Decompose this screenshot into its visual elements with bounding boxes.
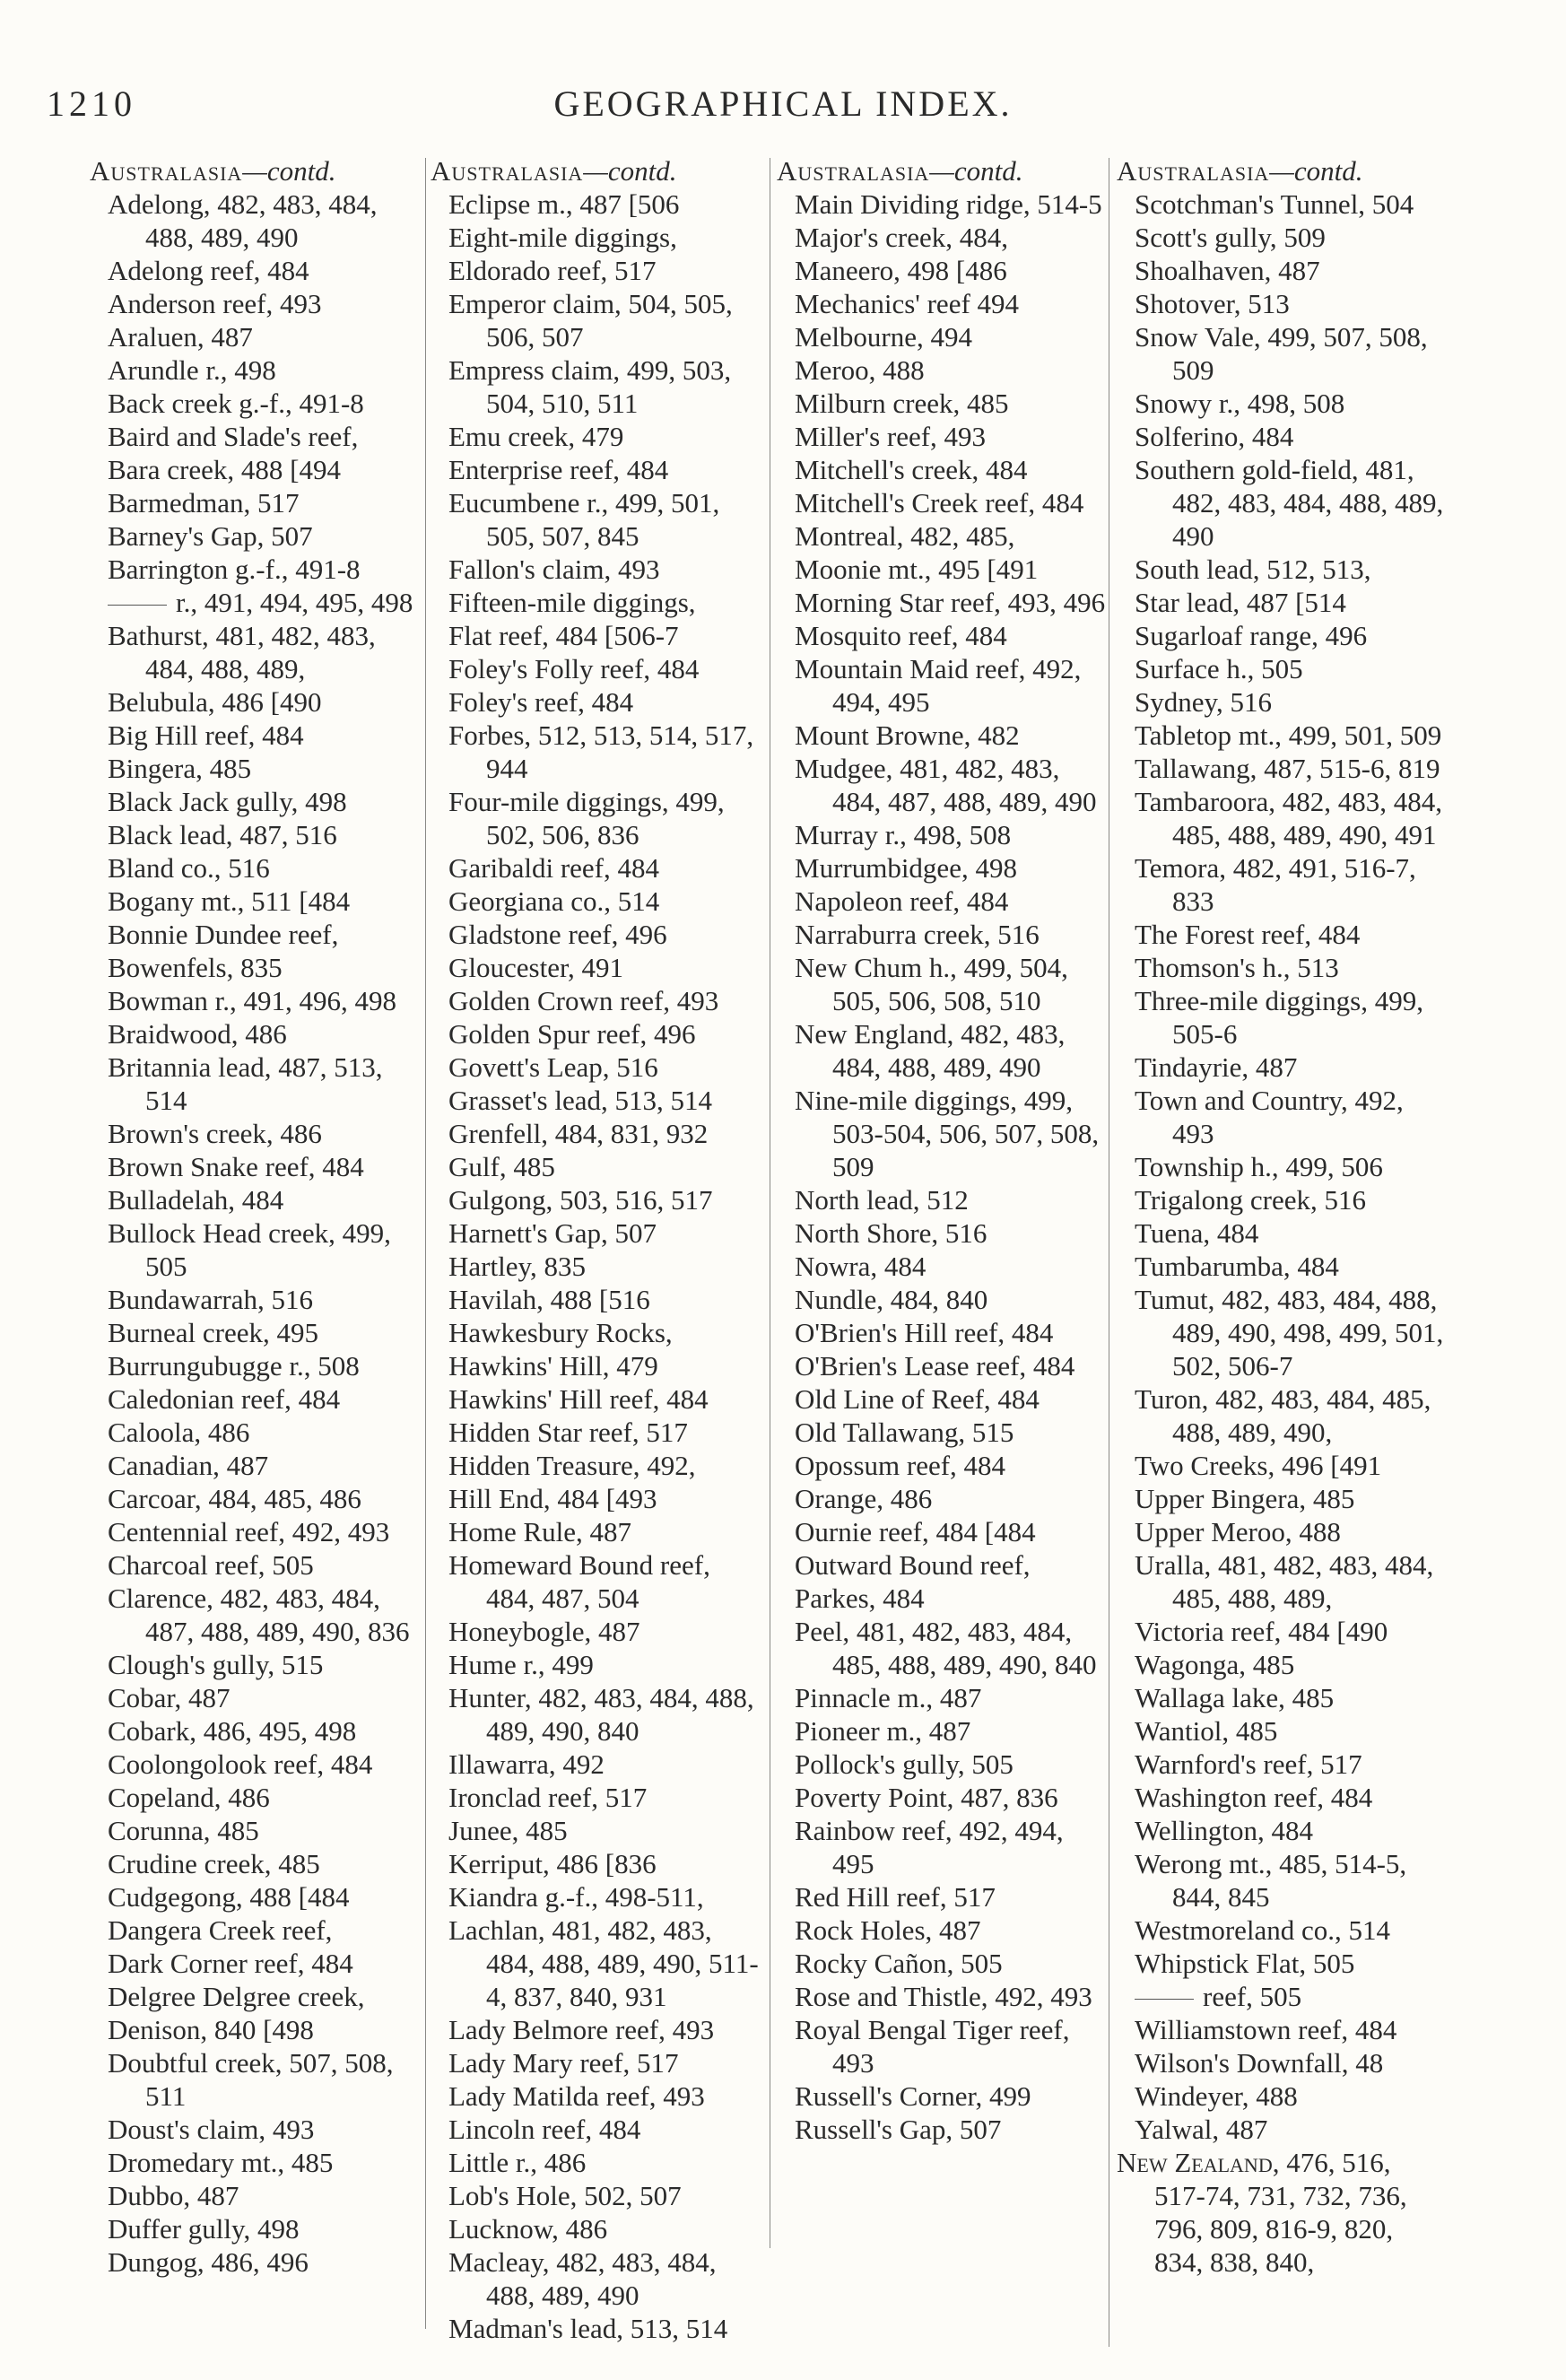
index-entry: Hawkins' Hill, 479 [448, 1350, 658, 1382]
index-entry: Snowy r., 498, 508 [1135, 388, 1345, 419]
index-entry: Crudine creek, 485 [108, 1848, 320, 1879]
index-entry: Dark Corner reef, 484 [108, 1948, 353, 1979]
index-entry: Bulladelah, 484 [108, 1184, 284, 1216]
index-entry: Black Jack gully, 498 [108, 786, 347, 817]
index-entry: Main Dividing ridge, 514-5 [795, 188, 1102, 220]
index-entry: Tambaroora, 482, 483, 484, 485, 488, 489, 490, 491 [1135, 786, 1443, 850]
index-entry: Whipstick Flat, 505 [1135, 1948, 1355, 1979]
index-entry: Township h., 499, 506 [1135, 1151, 1383, 1182]
index-entry: Sugarloaf range, 496 [1135, 620, 1368, 651]
index-entry: Red Hill reef, 517 [795, 1881, 996, 1913]
index-entry: Rainbow reef, 492, 494, 495 [795, 1815, 1064, 1879]
index-entry: Mosquito reef, 484 [795, 620, 1007, 651]
index-entry: Back creek g.-f., 491-8 [108, 388, 364, 419]
index-entry: Morning Star reef, 493, 496 [795, 587, 1106, 618]
index-entry: Opossum reef, 484 [795, 1450, 1006, 1481]
index-entry: Snow Vale, 499, 507, 508, 509 [1135, 321, 1428, 386]
index-entry: Three-mile diggings, 499, 505-6 [1135, 985, 1423, 1050]
index-entry: Shotover, 513 [1135, 288, 1290, 319]
index-entry: Pioneer m., 487 [795, 1715, 971, 1747]
index-entry: Black lead, 487, 516 [108, 819, 337, 850]
index-entry: Moonie mt., 495 [491 [795, 554, 1039, 585]
index-entry: Outward Bound reef, [795, 1549, 1031, 1581]
index-entry: Duffer gully, 498 [108, 2213, 300, 2245]
index-entry: Gulf, 485 [448, 1151, 555, 1182]
index-entry: Eclipse m., 487 [506 [448, 188, 680, 220]
index-entry: Grenfell, 484, 831, 932 [448, 1118, 709, 1149]
index-column-4 [1117, 154, 1444, 2343]
index-entry: Brown Snake reef, 484 [108, 1151, 364, 1182]
index-entry: Junee, 485 [448, 1815, 568, 1846]
index-entry: Thomson's h., 513 [1135, 952, 1339, 983]
index-entry: Russell's Gap, 507 [795, 2114, 1002, 2145]
index-entry: Tindayrie, 487 [1135, 1051, 1298, 1083]
index-entry: Melbourne, 494 [795, 321, 973, 353]
index-entry: Town and Country, 492, 493 [1135, 1085, 1404, 1149]
index-entry: Lady Mary reef, 517 [448, 2047, 679, 2079]
index-entry: Wallaga lake, 485 [1135, 1682, 1335, 1713]
index-entry: Fifteen-mile diggings, [448, 587, 696, 618]
index-entry: Burneal creek, 495 [108, 1317, 318, 1348]
index-entry: Rose and Thistle, 492, 493 [795, 1981, 1092, 2012]
index-entry: Macleay, 482, 483, 484, 488, 489, 490 [448, 2246, 717, 2311]
index-entry: Illawarra, 492 [448, 1748, 605, 1780]
index-entry: Temora, 482, 491, 516-7, 833 [1135, 852, 1416, 917]
index-entry: Old Tallawang, 515 [795, 1417, 1014, 1448]
index-entry: Murray r., 498, 508 [795, 819, 1012, 850]
index-entry: Murrumbidgee, 498 [795, 852, 1017, 884]
index-entry: Lob's Hole, 502, 507 [448, 2180, 682, 2211]
index-entry: Mechanics' reef 494 [795, 288, 1020, 319]
index-entry: Caloola, 486 [108, 1417, 250, 1448]
index-entry: Hunter, 482, 483, 484, 488, 489, 490, 840 [448, 1682, 754, 1747]
index-entry: Brown's creek, 486 [108, 1118, 322, 1149]
heading-region: Australasia [90, 155, 243, 187]
index-entry: Bathurst, 481, 482, 483, 484, 488, 489, [108, 620, 376, 684]
index-entry: Canadian, 487 [108, 1450, 269, 1481]
index-entry: Hill End, 484 [493 [448, 1483, 657, 1514]
column-heading [777, 154, 1107, 187]
index-entry: Southern gold-field, 481, 482, 483, 484, 488, 489, 490 [1135, 454, 1444, 552]
index-entry: Charcoal reef, 505 [108, 1549, 314, 1581]
index-entry: Bowenfels, 835 [108, 952, 283, 983]
heading-contd: —contd. [583, 155, 677, 187]
index-entry: Parkes, 484 [795, 1582, 925, 1614]
index-entry: Foley's reef, 484 [448, 686, 634, 718]
index-entry: Bingera, 485 [108, 753, 252, 784]
index-entry: Star lead, 487 [514 [1135, 587, 1346, 618]
index-entry: Golden Spur reef, 496 [448, 1018, 696, 1050]
index-entry: Corunna, 485 [108, 1815, 259, 1846]
index-entry: Tumut, 482, 483, 484, 488, 489, 490, 498, 499, 501, 502, 506-7 [1135, 1284, 1444, 1382]
index-entry: Tuena, 484 [1135, 1217, 1259, 1249]
heading-region: Australasia [431, 155, 584, 187]
index-entry: O'Brien's Lease reef, 484 [795, 1350, 1075, 1382]
index-entry: Georgiana co., 514 [448, 885, 660, 917]
index-entry: Copeland, 486 [108, 1782, 270, 1813]
index-entry: Denison, 840 [498 [108, 2014, 314, 2045]
index-entry: Gloucester, 491 [448, 952, 624, 983]
index-entry: Pinnacle m., 487 [795, 1682, 982, 1713]
index-entry: Clough's gully, 515 [108, 1649, 324, 1680]
index-entry: Anderson reef, 493 [108, 288, 322, 319]
index-entry: Yalwal, 487 [1135, 2114, 1268, 2145]
index-entry: Empress claim, 499, 503, 504, 510, 511 [448, 354, 732, 419]
index-entry: Poverty Point, 487, 836 [795, 1782, 1058, 1813]
index-entry: Russell's Corner, 499 [795, 2080, 1031, 2112]
page-number: 1210 [47, 83, 136, 124]
index-entry: Hawkins' Hill reef, 484 [448, 1383, 709, 1415]
heading-contd: —contd. [1269, 155, 1363, 187]
page-header [0, 83, 1566, 136]
page-title: GEOGRAPHICAL INDEX. [553, 83, 1013, 124]
index-column-1 [90, 154, 417, 2343]
index-entry: Centennial reef, 492, 493 [108, 1516, 390, 1547]
index-entry: Four-mile diggings, 499, 502, 506, 836 [448, 786, 725, 850]
index-entry: Victoria reef, 484 [490 [1135, 1616, 1388, 1647]
index-entry: Govett's Leap, 516 [448, 1051, 658, 1083]
index-entry: Peel, 481, 482, 483, 484, 485, 488, 489, 490, 840 [795, 1616, 1097, 1680]
column-heading [1117, 154, 1444, 187]
index-entry: Mudgee, 481, 482, 483, 484, 487, 488, 489, 490 [795, 753, 1097, 817]
index-entry: Flat reef, 484 [506-7 [448, 620, 679, 651]
index-entry: Lady Matilda reef, 493 [448, 2080, 705, 2112]
column-heading [431, 154, 762, 187]
index-entry: Clarence, 482, 483, 484, 487, 488, 489, 490, 836 [108, 1582, 410, 1647]
index-entry: Cudgegong, 488 [484 [108, 1881, 350, 1913]
index-entry: Hume r., 499 [448, 1649, 594, 1680]
index-entry: Honeybogle, 487 [448, 1616, 640, 1647]
column-divider [425, 158, 426, 2329]
index-entry: Homeward Bound reef, 484, 487, 504 [448, 1549, 710, 1614]
index-entry: Westmoreland co., 514 [1135, 1914, 1391, 1946]
index-entry: Surface h., 505 [1135, 653, 1303, 684]
index-entry: Hidden Star reef, 517 [448, 1417, 688, 1448]
index-entry: Shoalhaven, 487 [1135, 255, 1320, 286]
heading-region: Australasia [777, 155, 930, 187]
index-entry: The Forest reef, 484 [1135, 919, 1361, 950]
index-entry: Mitchell's Creek reef, 484 [795, 487, 1084, 519]
index-entry: Dungog, 486, 496 [108, 2246, 309, 2278]
index-entry: Wantiol, 485 [1135, 1715, 1278, 1747]
index-entry: Trigalong creek, 516 [1135, 1184, 1367, 1216]
index-entry: Mountain Maid reef, 492, 494, 495 [795, 653, 1082, 718]
index-entry: Bland co., 516 [108, 852, 270, 884]
index-entry: North lead, 512 [795, 1184, 969, 1216]
index-entry: Nowra, 484 [795, 1251, 927, 1282]
index-entry: Gladstone reef, 496 [448, 919, 667, 950]
index-entry: Madman's lead, 513, 514 [448, 2313, 728, 2344]
index-entry: New Chum h., 499, 504, 505, 506, 508, 510 [795, 952, 1068, 1016]
index-entry: Montreal, 482, 485, [795, 520, 1015, 552]
index-entry: Rock Holes, 487 [795, 1914, 981, 1946]
index-entry: Williamstown reef, 484 [1135, 2014, 1397, 2045]
index-entry: Dromedary mt., 485 [108, 2147, 334, 2178]
index-entry: Havilah, 488 [516 [448, 1284, 650, 1315]
index-entry: Cobar, 487 [108, 1682, 231, 1713]
index-entry: Milburn creek, 485 [795, 388, 1009, 419]
index-entry: Upper Meroo, 488 [1135, 1516, 1341, 1547]
index-entry: Sydney, 516 [1135, 686, 1272, 718]
index-entry: Napoleon reef, 484 [795, 885, 1009, 917]
index-column-3 [777, 154, 1107, 2343]
index-entry: Royal Bengal Tiger reef, 493 [795, 2014, 1070, 2079]
index-entry: Dubbo, 487 [108, 2180, 239, 2211]
index-entry: Emu creek, 479 [448, 421, 624, 452]
index-entry: Enterprise reef, 484 [448, 454, 669, 485]
index-entry: Tumbarumba, 484 [1135, 1251, 1339, 1282]
index-entry: Doust's claim, 493 [108, 2114, 315, 2145]
index-entry: Lady Belmore reef, 493 [448, 2014, 715, 2045]
column-heading [90, 154, 417, 187]
index-entry: Cobark, 486, 495, 498 [108, 1715, 357, 1747]
index-entry: Turon, 482, 483, 484, 485, 488, 489, 490, [1135, 1383, 1431, 1448]
index-entry: North Shore, 516 [795, 1217, 987, 1249]
index-columns [0, 154, 1566, 2361]
index-entry: Home Rule, 487 [448, 1516, 632, 1547]
index-entry: Wilson's Downfall, 48 [1135, 2047, 1384, 2079]
index-entry: Braidwood, 486 [108, 1018, 287, 1050]
index-entry: Eldorado reef, 517 [448, 255, 657, 286]
index-entry: South lead, 512, 513, [1135, 554, 1371, 585]
index-entry: Solferino, 484 [1135, 421, 1294, 452]
index-entry: Scotchman's Tunnel, 504 [1135, 188, 1414, 220]
index-entry: Kerriput, 486 [836 [448, 1848, 657, 1879]
index-entry: Bonnie Dundee reef, [108, 919, 339, 950]
index-entry: Maneero, 498 [486 [795, 255, 1007, 286]
index-entry: Scott's gully, 509 [1135, 222, 1326, 253]
index-entry: Coolongolook reef, 484 [108, 1748, 373, 1780]
index-entry: r., 491, 494, 495, 498 [90, 586, 417, 619]
index-entry: Big Hill reef, 484 [108, 719, 304, 751]
index-entry: Barmedman, 517 [108, 487, 300, 519]
index-entry: Bundawarrah, 516 [108, 1284, 313, 1315]
index-entry: Rocky Cañon, 505 [795, 1948, 1003, 1979]
index-entry: Two Creeks, 496 [491 [1135, 1450, 1382, 1481]
index-entry: Harnett's Gap, 507 [448, 1217, 657, 1249]
index-entry: Burrungubugge r., 508 [108, 1350, 360, 1382]
index-entry: Eucumbene r., 499, 501, 505, 507, 845 [448, 487, 720, 552]
heading-contd: —contd. [242, 155, 336, 187]
index-entry: Golden Crown reef, 493 [448, 985, 719, 1016]
index-column-2 [431, 154, 762, 2343]
index-entry: Pollock's gully, 505 [795, 1748, 1014, 1780]
index-entry: Ironclad reef, 517 [448, 1782, 648, 1813]
index-entry: Warnford's reef, 517 [1135, 1748, 1362, 1780]
index-entry: Eight-mile diggings, [448, 222, 677, 253]
index-entry: Tabletop mt., 499, 501, 509 [1135, 719, 1442, 751]
index-entry: Araluen, 487 [108, 321, 253, 353]
index-entry: Hawkesbury Rocks, [448, 1317, 673, 1348]
index-entry: Upper Bingera, 485 [1135, 1483, 1355, 1514]
index-entry: Mount Browne, 482 [795, 719, 1020, 751]
index-entry: Narraburra creek, 516 [795, 919, 1040, 950]
index-entry: Little r., 486 [448, 2147, 587, 2178]
index-entry: Belubula, 486 [490 [108, 686, 322, 718]
index-entry: Washington reef, 484 [1135, 1782, 1373, 1813]
index-entry: New England, 482, 483, 484, 488, 489, 490 [795, 1018, 1066, 1083]
index-entry: Britannia lead, 487, 513, 514 [108, 1051, 383, 1116]
index-entry: Mitchell's creek, 484 [795, 454, 1028, 485]
index-entry: Nine-mile diggings, 499, 503-504, 506, 507, 508, 509 [795, 1085, 1100, 1182]
index-entry: New Zealand, 476, 516, 517-74, 731, 732, 736, 796, 809, 816-9, 820, 834, 838, 840, [1117, 2147, 1407, 2278]
index-entry: reef, 505 [1117, 1980, 1444, 2013]
index-entry: Barney's Gap, 507 [108, 520, 313, 552]
index-entry: Foley's Folly reef, 484 [448, 653, 700, 684]
heading-contd: —contd. [929, 155, 1023, 187]
index-entry: Caledonian reef, 484 [108, 1383, 341, 1415]
index-entry: Wellington, 484 [1135, 1815, 1313, 1846]
index-entry: Lucknow, 486 [448, 2213, 608, 2245]
index-entry: Miller's reef, 493 [795, 421, 987, 452]
index-entry: Garibaldi reef, 484 [448, 852, 659, 884]
index-entry: Grasset's lead, 513, 514 [448, 1085, 713, 1116]
index-entry: Old Line of Reef, 484 [795, 1383, 1040, 1415]
index-entry: Adelong, 482, 483, 484, 488, 489, 490 [108, 188, 378, 253]
index-entry: Ournie reef, 484 [484 [795, 1516, 1036, 1547]
index-entry: Bowman r., 491, 496, 498 [108, 985, 397, 1016]
index-entry: Arundle r., 498 [108, 354, 276, 386]
index-entry: Barrington g.-f., 491-8 [108, 554, 361, 585]
index-entry: Orange, 486 [795, 1483, 933, 1514]
index-entry: Bullock Head creek, 499, 505 [108, 1217, 391, 1282]
index-entry: Fallon's claim, 493 [448, 554, 660, 585]
index-entry: Carcoar, 484, 485, 486 [108, 1483, 361, 1514]
index-entry: Nundle, 484, 840 [795, 1284, 988, 1315]
index-entry: Tallawang, 487, 515-6, 819 [1135, 753, 1440, 784]
index-entry: O'Brien's Hill reef, 484 [795, 1317, 1054, 1348]
index-entry: Uralla, 481, 482, 483, 484, 485, 488, 489, [1135, 1549, 1434, 1614]
index-entry: Werong mt., 485, 514-5, 844, 845 [1135, 1848, 1407, 1913]
index-entry: Hartley, 835 [448, 1251, 586, 1282]
index-entry: Dangera Creek reef, [108, 1914, 333, 1946]
index-entry: Windeyer, 488 [1135, 2080, 1298, 2112]
index-entry: Major's creek, 484, [795, 222, 1009, 253]
index-entry: Adelong reef, 484 [108, 255, 309, 286]
index-entry: Lachlan, 481, 482, 483, 484, 488, 489, 490, 511-4, 837, 840, 931 [448, 1914, 759, 2012]
index-entry: Hidden Treasure, 492, [448, 1450, 696, 1481]
index-entry: Delgree Delgree creek, [108, 1981, 365, 2012]
heading-region: Australasia [1117, 155, 1270, 187]
index-entry: Baird and Slade's reef, [108, 421, 359, 452]
index-entry: Wagonga, 485 [1135, 1649, 1295, 1680]
index-entry: Lincoln reef, 484 [448, 2114, 641, 2145]
index-entry: Emperor claim, 504, 505, 506, 507 [448, 288, 733, 353]
index-entry: Meroo, 488 [795, 354, 925, 386]
index-entry: Kiandra g.-f., 498-511, [448, 1881, 704, 1913]
index-entry: Gulgong, 503, 516, 517 [448, 1184, 713, 1216]
index-entry: Bara creek, 488 [494 [108, 454, 341, 485]
index-entry: Bogany mt., 511 [484 [108, 885, 351, 917]
index-entry: Forbes, 512, 513, 514, 517, 944 [448, 719, 754, 784]
index-entry: Doubtful creek, 507, 508, 511 [108, 2047, 394, 2112]
